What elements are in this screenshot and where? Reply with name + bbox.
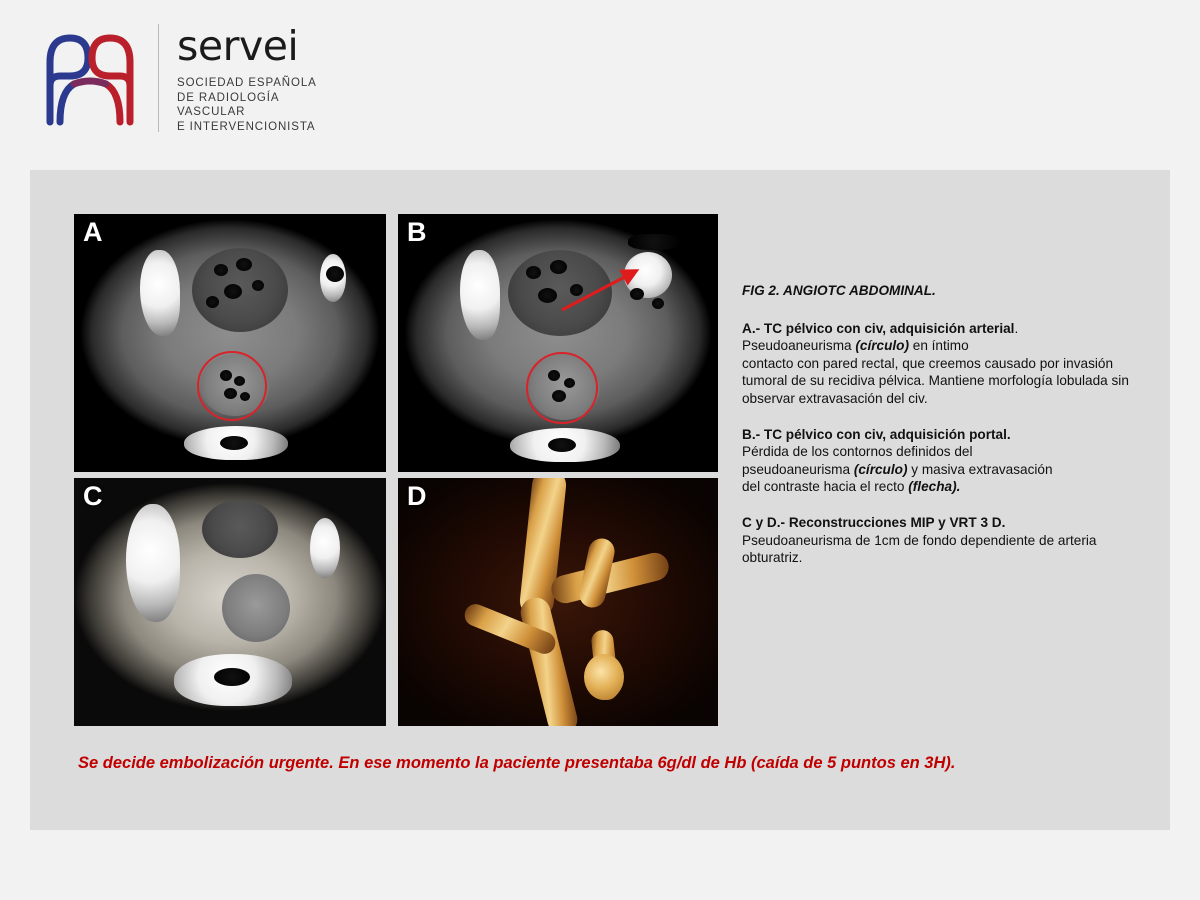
ct-a-gas-1 (214, 264, 228, 276)
logo-subtitle-line-2: DE RADIOLOGÍA (177, 91, 280, 104)
caption-cd-body: Pseudoaneurisma de 1cm de fondo dependiente de arteria obturatriz. (742, 532, 1097, 566)
caption-a-rest: contacto con pared rectal, que creemos causado por invasión tumoral de su recidiva pélvica. Mantiene morfología lobulada sin observar extravasación del civ. (742, 355, 1129, 406)
ct-c-iliac-bone (126, 504, 180, 622)
ct-d-label: D (407, 481, 427, 511)
caption-b-line3-em: (flecha). (908, 479, 961, 495)
ct-b-arrow-marker (558, 264, 658, 324)
ct-image-c (74, 478, 386, 726)
logo-wordmark: servei (177, 22, 299, 70)
caption-block-a (742, 320, 1142, 408)
ct-a-sacral-canal (220, 436, 248, 450)
slide-panel (30, 170, 1170, 830)
servei-logo-icon (30, 22, 150, 132)
ct-c-bowel (202, 500, 278, 558)
caption-a-line1-post: en íntimo (908, 338, 969, 354)
logo-subtitle-line-4: E INTERVENCIONISTA (177, 120, 316, 133)
ct-a-gas-2 (236, 258, 252, 271)
ct-a-gas-3 (224, 284, 242, 299)
ct-c-sacral-canal (214, 668, 250, 686)
ct-a-gas-5 (206, 296, 219, 308)
caption-cd-lead: C y D.- Reconstrucciones MIP y VRT 3 D. (742, 514, 1006, 530)
ct-image-d (398, 478, 718, 726)
caption-b-line2-pre: pseudoaneurisma (742, 461, 854, 477)
ct-b-gas-1 (526, 266, 541, 279)
ct-a-gas-4 (252, 280, 264, 291)
ct-c-bone-right (310, 518, 340, 578)
footnote-text: Se decide embolización urgente. En ese momento la paciente presentaba 6g/dl de Hb (caída de 5 puntos en 3H). (78, 754, 956, 772)
header-logo-block (30, 22, 450, 142)
caption-a-lead: A.- TC pélvico con civ, adquisición arterial (742, 320, 1015, 336)
logo-subtitle-line-3: VASCULAR (177, 106, 246, 118)
caption-b-line3-pre: del contraste hacia el recto (742, 479, 909, 495)
ct-b-label: B (407, 217, 427, 247)
caption-a-line1-pre: Pseudoaneurisma (742, 338, 856, 354)
vrt-pseudoaneurysm (584, 654, 624, 700)
ct-image-b (398, 214, 718, 472)
logo-divider (158, 24, 159, 132)
logo-subtitle-line-1: SOCIEDAD ESPAÑOLA (177, 77, 317, 89)
ct-b-gas-3 (538, 288, 557, 303)
caption-b-line2-post: y masiva extravasación (907, 461, 1053, 477)
ct-a-gas-6 (326, 266, 344, 282)
figure-title: FIG 2. ANGIOTC ABDOMINAL. (742, 283, 936, 298)
logo-text-block (177, 22, 317, 134)
ct-a-circle-marker (197, 351, 267, 421)
ct-b-sacral-canal (548, 438, 576, 452)
caption-a-lead-period: . (1014, 320, 1019, 336)
figure-caption (742, 282, 1142, 567)
ct-c-label: C (83, 481, 103, 511)
ct-a-label: A (83, 217, 103, 247)
ct-b-circle-marker (526, 352, 598, 424)
caption-b-line1: Pérdida de los contornos definidos del (742, 444, 973, 460)
ct-image-a (74, 214, 386, 472)
caption-b-lead: B.- TC pélvico con civ, adquisición portal. (742, 426, 1011, 442)
ct-c-lesion (222, 574, 290, 642)
ct-b-gas-band (628, 234, 680, 250)
caption-block-b (742, 426, 1142, 496)
caption-block-cd (742, 514, 1142, 567)
caption-a-line1-em: (círculo) (855, 338, 909, 354)
caption-b-line2-em: (círculo) (853, 461, 908, 477)
